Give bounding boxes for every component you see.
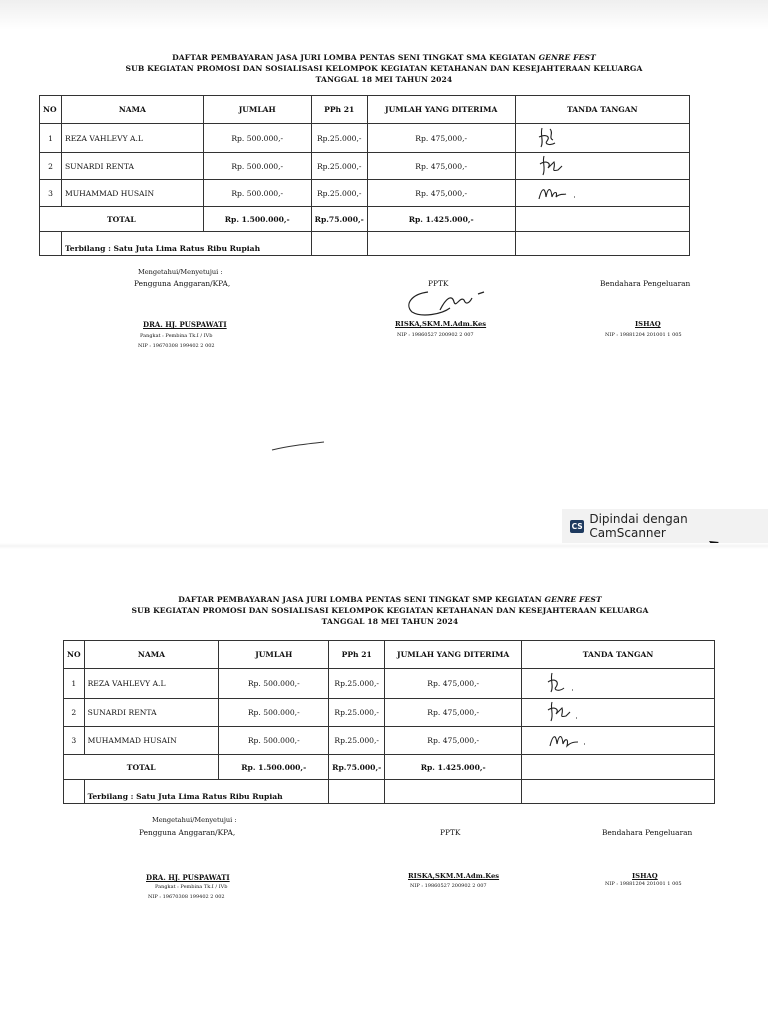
total-pph: Rp.75.000,- xyxy=(311,207,367,232)
signature-cell xyxy=(515,153,689,180)
row-jumlah: Rp. 500.000,- xyxy=(219,669,329,699)
signature-cell xyxy=(515,124,689,153)
kpa-caption-2: Pengguna Anggaran/KPA, xyxy=(139,828,236,837)
col-pph21: PPh 21 xyxy=(329,641,385,669)
table-row xyxy=(64,727,715,755)
row-jumlah: Rp. 500.000,- xyxy=(219,699,329,727)
payment-table xyxy=(39,95,690,256)
row-nama: SUNARDI RENTA xyxy=(84,699,219,727)
pptk-nip: NIP : 19860527 200902 2 007 xyxy=(397,332,474,338)
row-no: 1 xyxy=(64,669,85,699)
total-row xyxy=(64,755,715,780)
pptk-signature xyxy=(402,286,494,320)
signature-cell xyxy=(522,727,715,755)
total-row xyxy=(40,207,690,232)
bendahara-caption: Bendahara Pengeluaran xyxy=(600,279,691,288)
pptk-nip: NIP : 19860527 200902 2 007 xyxy=(410,883,487,889)
total-label: TOTAL xyxy=(40,207,204,232)
kpa-name: DRA. HJ. PUSPAWATI xyxy=(143,320,227,329)
bendahara-caption: Bendahara Pengeluaran xyxy=(602,828,693,837)
kpa-rank: Pangkat : Pembina Tk.I / IVb xyxy=(140,333,213,339)
pptk-caption: PPTK xyxy=(440,828,461,837)
bendahara-name: ISHAQ xyxy=(635,320,661,328)
signature-mark xyxy=(542,728,602,752)
signature-mark xyxy=(536,125,586,153)
col-pph21: PPh 21 xyxy=(311,96,367,124)
header-line-1: DAFTAR PEMBAYARAN JASA JURI LOMBA PENTAS SENI TINGKAT SMA KEGIATAN GENRE FEST xyxy=(172,53,596,62)
row-nama: SUNARDI RENTA xyxy=(61,153,203,180)
kpa-rank: Pangkat : Pembina Tk.I / IVb xyxy=(155,884,228,890)
bendahara-nip: NIP : 19881204 201001 1 005 xyxy=(605,332,682,338)
row-nama: REZA VAHLEVY A.L xyxy=(84,669,219,699)
row-diterima: Rp. 475,000,- xyxy=(367,153,515,180)
terbilang-row xyxy=(64,780,715,804)
camscanner-watermark xyxy=(562,509,768,543)
col-tanda-tangan: TANDA TANGAN xyxy=(515,96,689,124)
kpa-name: DRA. HJ. PUSPAWATI xyxy=(146,873,230,882)
row-nama: MUHAMMAD HUSAIN xyxy=(84,727,219,755)
camscanner-text: Dipindai dengan CamScanner xyxy=(589,512,688,540)
row-jumlah: Rp. 500.000,- xyxy=(203,180,311,207)
total-pph: Rp.75.000,- xyxy=(329,755,385,780)
signature-mark xyxy=(542,670,592,698)
camscanner-logo-icon: CS xyxy=(571,521,583,531)
col-no: NO xyxy=(40,96,62,124)
kpa-nip: NIP : 19670308 199402 2 002 xyxy=(148,894,225,900)
row-no: 3 xyxy=(64,727,85,755)
signature-cell xyxy=(522,669,715,699)
col-jumlah-diterima: JUMLAH YANG DITERIMA xyxy=(385,641,522,669)
document-header xyxy=(0,594,768,627)
signature-mark xyxy=(536,154,586,180)
signature-mark xyxy=(536,181,596,205)
kpa-caption-1: Mengetahui/Menyetujui : xyxy=(138,268,223,276)
row-nama: REZA VAHLEVY A.L xyxy=(61,124,203,153)
table-row xyxy=(40,180,690,207)
header-line-2: SUB KEGIATAN PROMOSI DAN SOSIALISASI KELOMPOK KEGIATAN KETAHANAN DAN KESEJAHTERAAN KELUARGA xyxy=(131,606,649,615)
table-row xyxy=(64,669,715,699)
row-diterima: Rp. 475,000,- xyxy=(385,727,522,755)
row-no: 2 xyxy=(64,699,85,727)
table-row xyxy=(40,153,690,180)
col-jumlah-diterima: JUMLAH YANG DITERIMA xyxy=(367,96,515,124)
kpa-caption-2: Pengguna Anggaran/KPA, xyxy=(134,279,231,288)
payment-list-smp xyxy=(0,548,768,1024)
header-line-2: SUB KEGIATAN PROMOSI DAN SOSIALISASI KELOMPOK KEGIATAN KETAHANAN DAN KESEJAHTERAAN KELUARGA xyxy=(125,64,643,73)
header-line-3: TANGGAL 18 MEI TAHUN 2024 xyxy=(315,75,453,84)
signature-mark xyxy=(542,700,592,726)
total-jumlah: Rp. 1.500.000,- xyxy=(203,207,311,232)
pptk-caption: PPTK xyxy=(428,279,449,288)
row-jumlah: Rp. 500.000,- xyxy=(219,727,329,755)
row-no: 3 xyxy=(40,180,62,207)
total-diterima: Rp. 1.425.000,- xyxy=(367,207,515,232)
row-nama: MUHAMMAD HUSAIN xyxy=(61,180,203,207)
row-pph: Rp.25.000,- xyxy=(329,727,385,755)
payment-table xyxy=(63,640,715,804)
total-diterima: Rp. 1.425.000,- xyxy=(385,755,522,780)
row-diterima: Rp. 475,000,- xyxy=(385,669,522,699)
row-no: 1 xyxy=(40,124,62,153)
total-jumlah: Rp. 1.500.000,- xyxy=(219,755,329,780)
col-no: NO xyxy=(64,641,85,669)
table-row xyxy=(40,124,690,153)
col-nama: NAMA xyxy=(61,96,203,124)
row-no: 2 xyxy=(40,153,62,180)
row-jumlah: Rp. 500.000,- xyxy=(203,153,311,180)
pptk-name: RISKA,SKM.M.Adm.Kes xyxy=(395,320,487,328)
table-header-row xyxy=(64,641,715,669)
col-jumlah: JUMLAH xyxy=(203,96,311,124)
bendahara-nip: NIP : 19881204 201001 1 005 xyxy=(605,881,682,887)
header-line-1: DAFTAR PEMBAYARAN JASA JURI LOMBA PENTAS SENI TINGKAT SMP KEGIATAN GENRE FEST xyxy=(178,595,602,604)
row-pph: Rp.25.000,- xyxy=(311,124,367,153)
col-nama: NAMA xyxy=(84,641,219,669)
header-line-3: TANGGAL 18 MEI TAHUN 2024 xyxy=(321,617,459,626)
col-jumlah: JUMLAH xyxy=(219,641,329,669)
signature-cell xyxy=(515,180,689,207)
table-row xyxy=(64,699,715,727)
row-diterima: Rp. 475,000,- xyxy=(367,124,515,153)
scan-shadow xyxy=(0,0,768,30)
table-header-row xyxy=(40,96,690,124)
row-pph: Rp.25.000,- xyxy=(329,699,385,727)
row-pph: Rp.25.000,- xyxy=(311,180,367,207)
terbilang-row xyxy=(40,232,690,256)
signature-cell xyxy=(522,699,715,727)
row-diterima: Rp. 475,000,- xyxy=(367,180,515,207)
kpa-nip: NIP : 19670308 199402 2 002 xyxy=(138,343,215,349)
kpa-caption-1: Mengetahui/Menyetujui : xyxy=(152,816,237,824)
col-tanda-tangan: TANDA TANGAN xyxy=(522,641,715,669)
terbilang-text: Terbilang : Satu Juta Lima Ratus Ribu Rupiah xyxy=(84,780,329,804)
row-jumlah: Rp. 500.000,- xyxy=(203,124,311,153)
total-label: TOTAL xyxy=(64,755,219,780)
document-header xyxy=(0,52,768,85)
bendahara-name: ISHAQ xyxy=(632,872,658,880)
row-pph: Rp.25.000,- xyxy=(311,153,367,180)
terbilang-text: Terbilang : Satu Juta Lima Ratus Ribu Rupiah xyxy=(61,232,311,256)
stray-pen-mark xyxy=(270,438,330,454)
row-diterima: Rp. 475,000,- xyxy=(385,699,522,727)
pptk-name: RISKA,SKM.M.Adm.Kes xyxy=(408,872,500,880)
row-pph: Rp.25.000,- xyxy=(329,669,385,699)
